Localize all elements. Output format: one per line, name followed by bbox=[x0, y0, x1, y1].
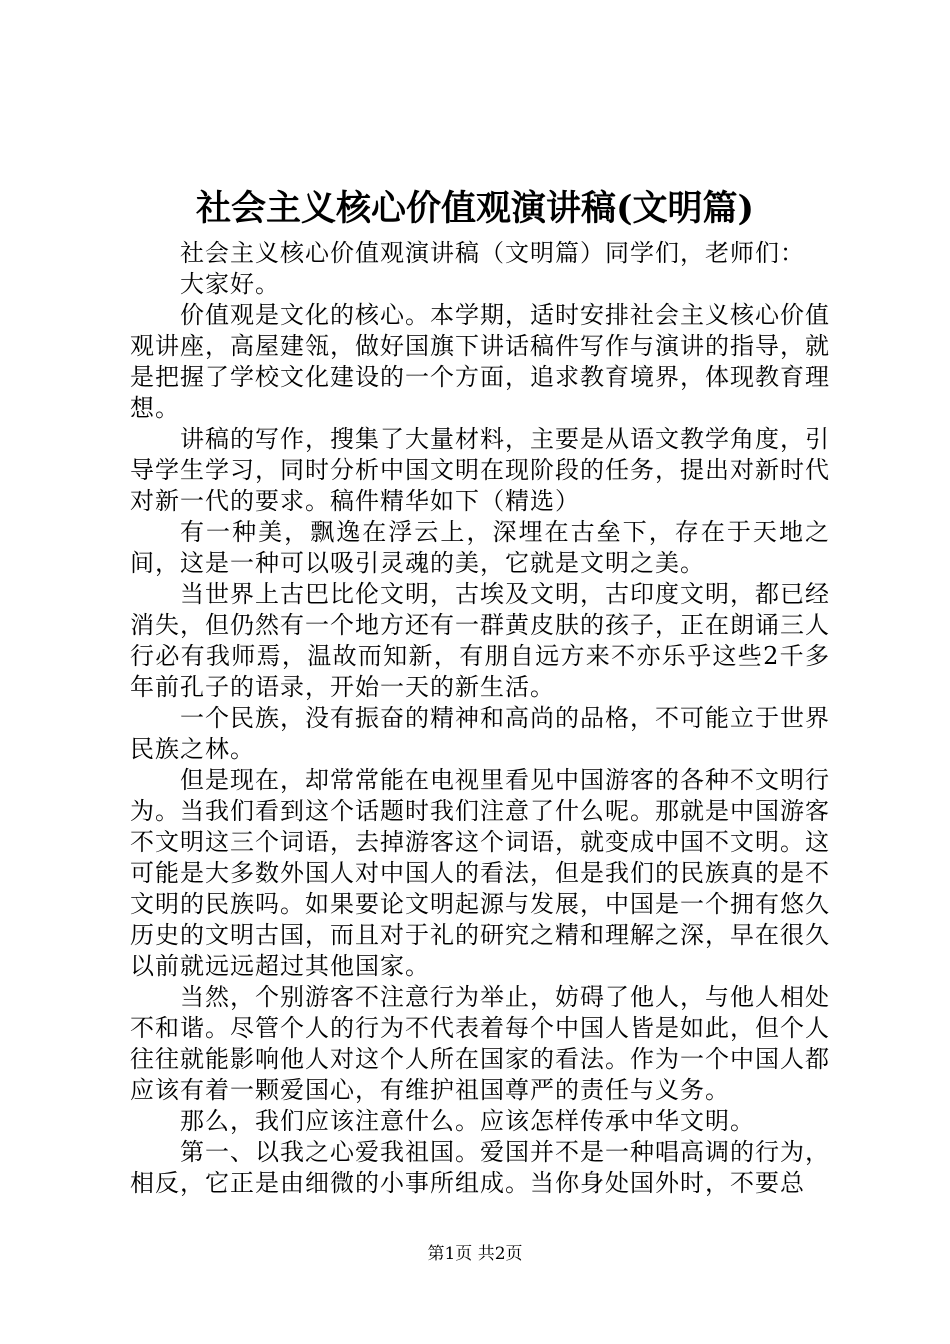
paragraph-love-country: 第一、以我之心爱我祖国。爱国并不是一种唱高调的行为，相反，它正是由细微的小事所组成。当你身处国外时，不要总 bbox=[130, 1138, 830, 1197]
paragraph-greeting: 大家好。 bbox=[180, 270, 280, 298]
paragraph-tourists: 但是现在，却常常能在电视里看见中国游客的各种不文明行为。当我们看到这个话题时我们注意了什么呢。那就是中国游客不文明这三个词语，去掉游客这个词语，就变成中国不文明。这可能是大多数外国人对中国人的看法，但是我们的民族真的是不文明的民族吗。如果要论文明起源与发展，中国是一个拥有悠久历史的文明古国，而且对于礼的研究之精和理解之深，早在很久以前就远远超过其他国家。 bbox=[130, 766, 830, 980]
paragraph-writing: 讲稿的写作，搜集了大量材料，主要是从语文教学角度，引导学生学习，同时分析中国文明在现阶段的任务，提出对新时代对新一代的要求。稿件精华如下（精选） bbox=[130, 425, 830, 515]
paragraph-individual-behavior: 当然，个别游客不注意行为举止，妨碍了他人，与他人相处不和谐。尽管个人的行为不代表着每个中国人皆是如此，但个人往往就能影响他人对这个人所在国家的看法。作为一个中国人都应该有着一颗爱国心，有维护祖国尊严的责任与义务。 bbox=[130, 983, 830, 1104]
paragraph-values-core: 价值观是文化的核心。本学期，适时安排社会主义核心价值观讲座，高屋建瓴，做好国旗下讲话稿件写作与演讲的指导，就是把握了学校文化建设的一个方面，追求教育境界，体现教育理想。 bbox=[130, 301, 830, 422]
document-title: 社会主义核心价值观演讲稿(文明篇) bbox=[195, 188, 755, 229]
page-footer: 第1页 共2页 bbox=[427, 1244, 523, 1264]
paragraph-nation-spirit: 一个民族，没有振奋的精神和高尚的品格，不可能立于世界民族之林。 bbox=[130, 704, 830, 763]
document-body bbox=[130, 238, 830, 1199]
paragraph-what-to-do: 那么，我们应该注意什么。应该怎样传承中华文明。 bbox=[180, 1107, 755, 1135]
paragraph-greeting-heading: 社会主义核心价值观演讲稿（文明篇）同学们，老师们： bbox=[180, 239, 805, 267]
paragraph-beauty: 有一种美，飘逸在浮云上，深埋在古垒下，存在于天地之间，这是一种可以吸引灵魂的美，它就是文明之美。 bbox=[130, 518, 830, 577]
paragraph-ancient-civilizations: 当世界上古巴比伦文明，古埃及文明，古印度文明，都已经消失，但仍然有一个地方还有一群黄皮肤的孩子，正在朗诵三人行必有我师焉，温故而知新，有朋自远方来不亦乐乎这些2千多年前孔子的语录，开始一天的新生活。 bbox=[130, 580, 830, 701]
